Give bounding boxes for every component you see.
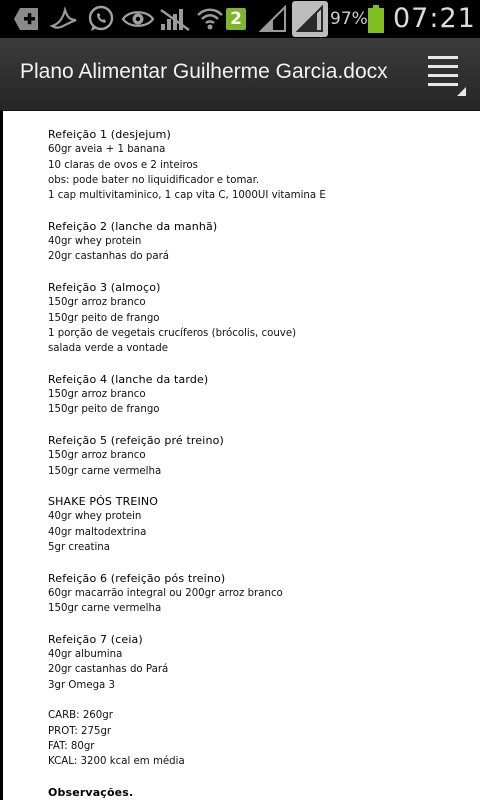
document-section: [48, 632, 468, 693]
section-line: 1 cap multivitaminico, 1 cap vita C, 1000UI vitamina E: [48, 190, 326, 202]
section-line: 60gr aveia + 1 banana: [48, 144, 166, 156]
menu-icon-line: [428, 65, 458, 68]
section-heading: Refeição 4 (lanche da tarde): [48, 372, 209, 386]
signal-icon-active: [292, 1, 328, 37]
section-line: CARB: 260gr: [48, 710, 113, 722]
section-line: 40gr whey protein: [48, 511, 142, 523]
section-line: 40gr albumina: [48, 649, 123, 661]
section-line: 150gr arroz branco: [48, 450, 146, 462]
signal-icon: [258, 5, 288, 33]
document-title: Plano Alimentar Guilherme Garcia.docx: [20, 60, 388, 83]
section-line: 150gr carne vermelha: [48, 465, 162, 477]
battery-percent: 97%: [330, 9, 368, 29]
menu-icon-line: [428, 83, 458, 86]
menu-icon[interactable]: [424, 50, 468, 98]
section-heading: Refeição 5 (refeição pré treino): [48, 433, 224, 447]
section-line: 150gr peito de frango: [48, 404, 160, 416]
section-line: 150gr peito de frango: [48, 312, 160, 324]
document-section: [48, 433, 468, 479]
whatsapp-icon: [86, 5, 116, 33]
section-line: obs: pode bater no liquidificador e tomar.: [48, 174, 260, 186]
section-line: PROT: 275gr: [48, 725, 112, 737]
no-signal-icon: [158, 5, 192, 33]
section-line: 3gr Omega 3: [48, 679, 116, 691]
menu-overflow-corner: [457, 87, 466, 96]
section-line: 5gr creatina: [48, 542, 110, 554]
document-section: [48, 708, 468, 769]
section-heading: Refeição 6 (refeição pós treino): [48, 571, 226, 585]
status-bar: [0, 0, 480, 38]
section-heading: Refeição 2 (lanche da manhã): [48, 219, 218, 233]
menu-icon-line: [428, 56, 458, 59]
section-line: 20gr castanhas do Pará: [48, 664, 169, 676]
section-line: 40gr whey protein: [48, 236, 142, 248]
section-heading: Refeição 1 (desjejum): [48, 128, 171, 141]
section-line: 10 claras de ovos e 2 inteiros: [48, 159, 198, 171]
notification-badge: 2: [226, 8, 246, 30]
document-content: [48, 127, 468, 800]
document-section: [48, 571, 468, 617]
section-line: salada verde a vontade: [48, 343, 169, 355]
section-line: 150gr carne vermelha: [48, 603, 162, 615]
section-line: 150gr arroz branco: [48, 389, 146, 401]
observations-heading: Observações.: [48, 785, 134, 799]
clock: 07:21: [393, 3, 476, 34]
section-line: 1 porção de vegetais crucíferos (brócolis, couve): [48, 327, 297, 339]
battery-icon: [366, 5, 386, 33]
section-line: 60gr macarrão integral ou 200gr arroz branco: [48, 587, 283, 599]
action-bar: [0, 38, 480, 111]
section-line: 20gr castanhas do pará: [48, 251, 170, 263]
eye-icon: [120, 5, 156, 33]
bird-icon: [48, 5, 80, 33]
document-section: [48, 280, 468, 356]
section-line: 150gr arroz branco: [48, 297, 146, 309]
document-page[interactable]: [3, 111, 480, 800]
section-line: FAT: 80gr: [48, 740, 95, 752]
document-section: [48, 494, 468, 555]
document-section: [48, 219, 468, 265]
wifi-icon: [196, 5, 224, 33]
section-heading: SHAKE PÓS TREINO: [48, 495, 159, 509]
add-icon: [10, 5, 44, 33]
section-heading: Refeição 3 (almoço): [48, 280, 161, 294]
menu-icon-line: [428, 74, 458, 77]
section-line: 40gr maltodextrina: [48, 526, 147, 538]
document-section: [48, 127, 468, 203]
section-line: KCAL: 3200 kcal em média: [48, 756, 185, 768]
section-heading: Refeição 7 (ceia): [48, 632, 143, 646]
document-section: [48, 372, 468, 418]
